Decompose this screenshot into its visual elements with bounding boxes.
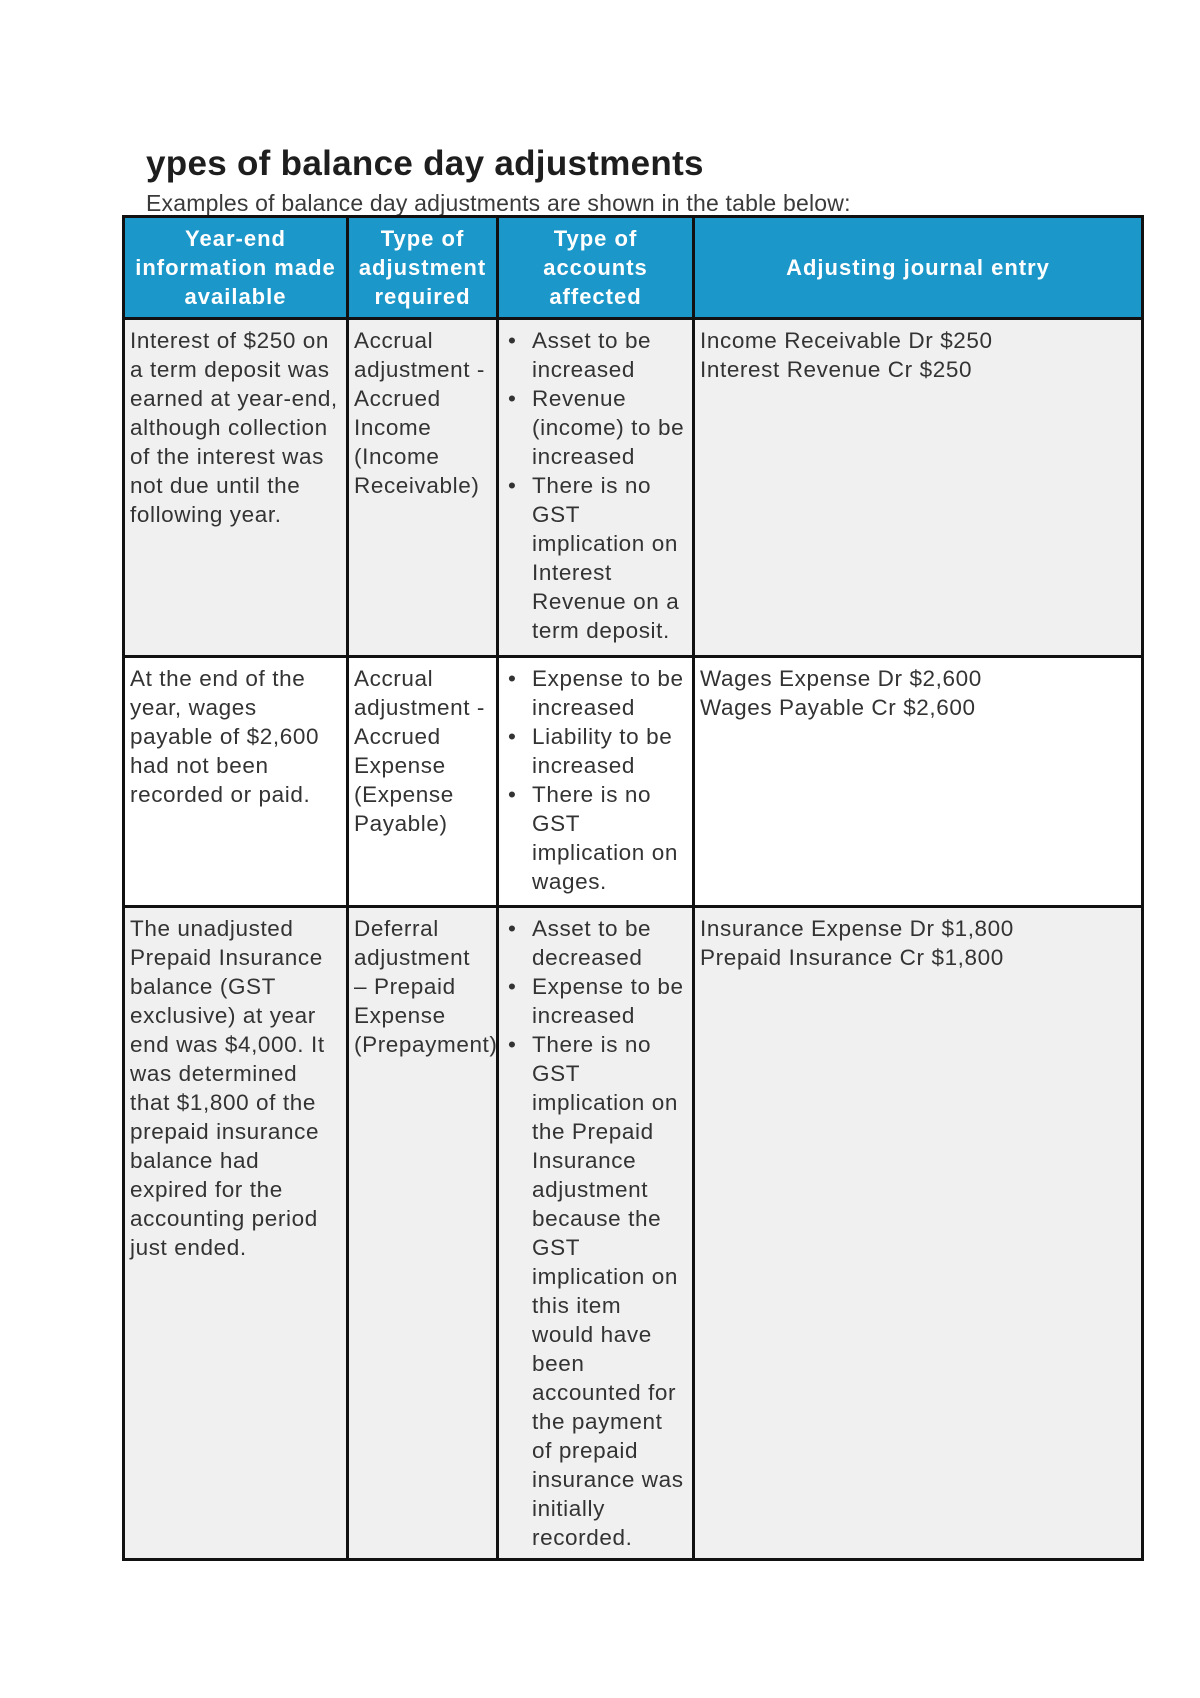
entry-debit-line: Insurance Expense Dr $1,800	[700, 916, 1014, 941]
cell-entry	[694, 319, 1143, 657]
entry-credit-line: Wages Payable Cr $2,600	[700, 695, 976, 720]
list-item: • Expense to be increased	[504, 664, 686, 722]
entry-credit-line: Interest Revenue Cr $250	[700, 357, 973, 382]
cell-entry	[694, 657, 1143, 907]
accounts-list	[504, 326, 686, 645]
list-item: • Expense to be increased	[504, 972, 686, 1030]
entry-debit-line: Wages Expense Dr $2,600	[700, 666, 982, 691]
header-accounts-affected: Type of accounts affected	[498, 217, 694, 319]
page-title: ypes of balance day adjustments	[146, 144, 704, 183]
list-item: • Revenue (income) to be increased	[504, 384, 686, 471]
table-row	[124, 657, 1143, 907]
entry-debit-line: Income Receivable Dr $250	[700, 328, 993, 353]
list-item: • Liability to be increased	[504, 722, 686, 780]
table-row	[124, 319, 1143, 657]
entry-credit-line: Prepaid Insurance Cr $1,800	[700, 945, 1004, 970]
cell-info: The unadjusted Prepaid Insurance balance (GST exclusive) at year end was $4,000. It was determined that $1,800 of the prepaid insurance balance had expired for the accounting period just ended.	[124, 907, 348, 1560]
list-item: • There is no GST implication on the Prepaid Insurance adjustment because the GST implication on this item would have been accounted for the payment of prepaid insurance was initially recorded.	[504, 1030, 686, 1552]
cell-info: Interest of $250 on a term deposit was earned at year-end, although collection of the interest was not due until the following year.	[124, 319, 348, 657]
cell-adjustment: Accrual adjustment - Accrued Income (Income Receivable)	[348, 319, 498, 657]
list-item: • Asset to be increased	[504, 326, 686, 384]
table-row	[124, 907, 1143, 1560]
table-header-row	[124, 217, 1143, 319]
cell-accounts	[498, 657, 694, 907]
accounts-list	[504, 664, 686, 896]
header-adjustment-type: Type of adjustment required	[348, 217, 498, 319]
cell-info: At the end of the year, wages payable of $2,600 had not been recorded or paid.	[124, 657, 348, 907]
list-item: • There is no GST implication on wages.	[504, 780, 686, 896]
cell-entry	[694, 907, 1143, 1560]
list-item: • There is no GST implication on Interest Revenue on a term deposit.	[504, 471, 686, 645]
adjustments-table	[122, 215, 1144, 1561]
cell-adjustment: Accrual adjustment - Accrued Expense (Expense Payable)	[348, 657, 498, 907]
header-year-end-info: Year-end information made available	[124, 217, 348, 319]
list-item: • Asset to be decreased	[504, 914, 686, 972]
cell-accounts	[498, 907, 694, 1560]
cell-adjustment: Deferral adjustment – Prepaid Expense (Prepayment)	[348, 907, 498, 1560]
accounts-list	[504, 914, 686, 1552]
page-subtitle: Examples of balance day adjustments are shown in the table below:	[146, 190, 851, 216]
cell-accounts	[498, 319, 694, 657]
header-journal-entry: Adjusting journal entry	[694, 217, 1143, 319]
